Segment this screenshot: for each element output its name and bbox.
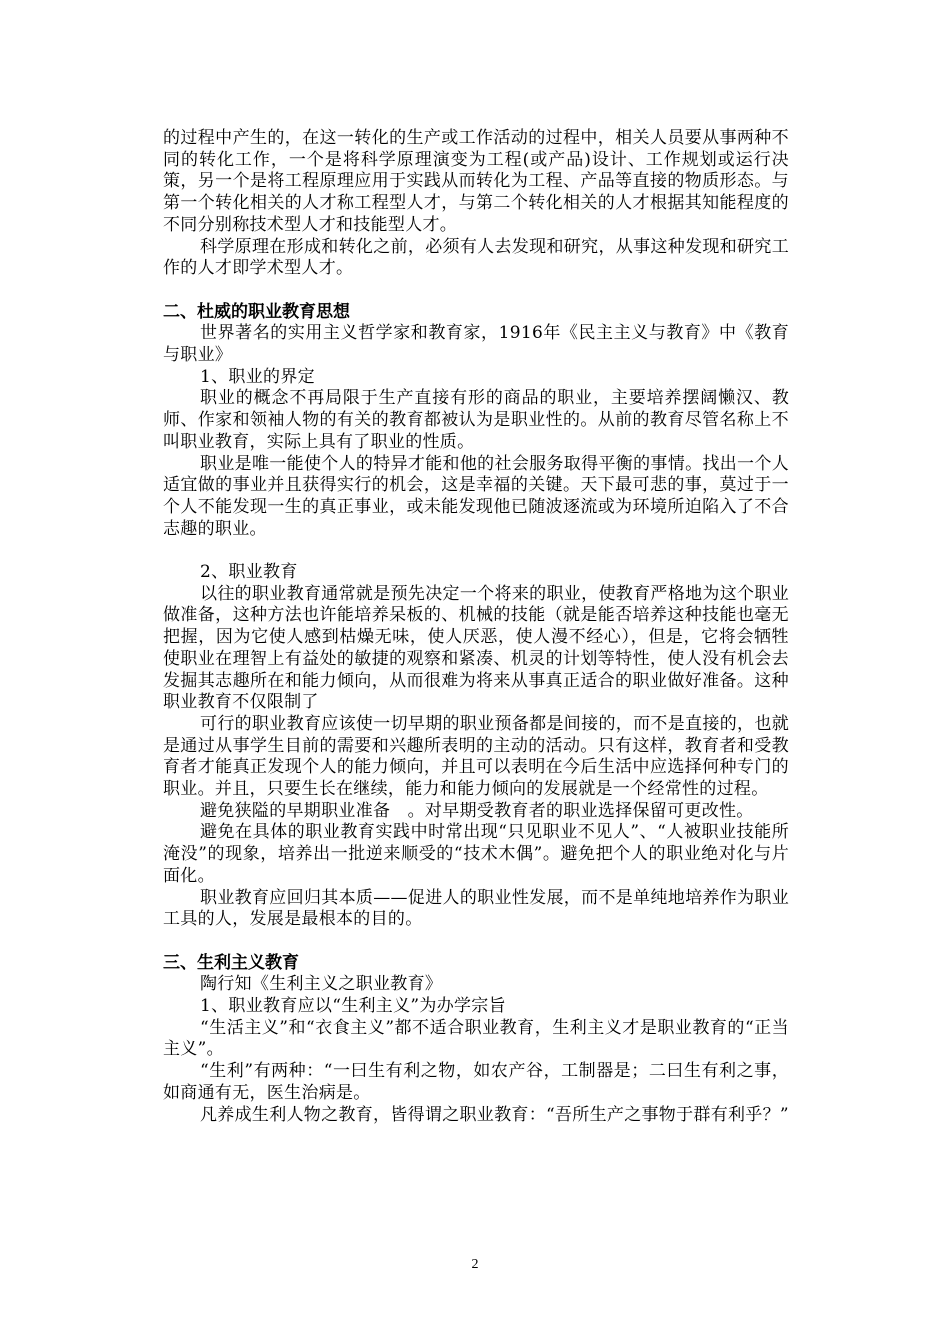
subheading-vocation-definition: 1、职业的界定 (200, 366, 315, 387)
section-heading-shengli: 三、生利主义教育 (163, 952, 299, 973)
subheading-vocational-education: 2、职业教育 (200, 562, 298, 583)
paragraph-two-kinds-shengli: “生利”有两种：“一曰生有利之物，如农产谷，工制器是；二曰生有利之事，如商通有无，医生治病是。 (163, 1061, 789, 1103)
paragraph-talent-types: 的过程中产生的，在这一转化的生产或工作活动的过程中，相关人员要从事两种不同的转化工作，一个是将科学原理演变为工程(或产品)设计、工作规划或运行决策，另一个是将工程原理应用于实践从而转化为工程、产品等直接的物质形态。与第一个转化相关的人才称工程型人才，与第二个转化相关的人才根据其知能程度的不同分别称技术型人才和技能型人才。 (163, 128, 789, 235)
paragraph-feasible-vocational-education: 可行的职业教育应该使一切早期的职业预备都是间接的，而不是直接的，也就是通过从事学生目前的需要和兴趣所表明的主动的活动。只有这样，教育者和受教育者才能真正发现个人的能力倾向，并且可以表明在今后生活中应选择何种专门的职业。并且，只要生长在继续，能力和能力倾向的发展就是一个经常性的过程。 (163, 713, 789, 800)
page-number: 2 (471, 1257, 479, 1272)
paragraph-tao-xingzhi: 陶行知《生利主义之职业教育》 (200, 974, 443, 995)
paragraph-vocation-balance: 职业是唯一能使个人的特异才能和他的社会服务取得平衡的事情。找出一个人适宜做的事业并且获得实行的机会，这是幸福的关键。天下最可悲的事，莫过于一个人不能发现一生的真正事业，或未能发现他已随波逐流或为环境所迫陷入了不合志趣的职业。 (163, 453, 789, 539)
paragraph-return-to-essence: 职业教育应回归其本质——促进人的职业性发展，而不是单纯地培养作为职业工具的人，发展是最根本的目的。 (163, 887, 789, 930)
paragraph-avoid-technical-puppets: 避免在具体的职业教育实践中时常出现“只见职业不见人”、“人被职业技能所淹没”的现象，培养出一批逆来顺受的“技术木偶”。避免把个人的职业绝对化与片面化。 (163, 822, 789, 886)
paragraph-proper-principle: “生活主义”和“衣食主义”都不适合职业教育，生利主义才是职业教育的“正当主义”。 (163, 1017, 789, 1060)
blank-line (163, 540, 789, 562)
document-page (163, 128, 789, 1126)
paragraph-avoid-narrow-preparation: 避免狭隘的早期职业准备 。对早期受教育者的职业选择保留可更改性。 (200, 800, 754, 821)
paragraph-academic-talent: 科学原理在形成和转化之前，必须有人去发现和研究，从事这种发现和研究工作的人才即学术型人才。 (163, 236, 789, 279)
paragraph-dewey-intro: 世界著名的实用主义哲学家和教育家，1916年《民主主义与教育》中《教育与职业》 (163, 323, 789, 366)
paragraph-vocation-concept: 职业的概念不再局限于生产直接有形的商品的职业，主要培养摆阔懒汉、教师、作家和领袖人物的有关的教育都被认为是职业性的。从前的教育尽管名称上不叫职业教育，实际上具有了职业的性质。 (163, 388, 789, 452)
blank-line (163, 931, 789, 953)
subheading-shengli-principle: 1、职业教育应以“生利主义”为办学宗旨 (200, 996, 506, 1017)
section-heading-dewey: 二、杜威的职业教育思想 (163, 301, 350, 322)
paragraph-past-vocational-education: 以往的职业教育通常就是预先决定一个将来的职业，使教育严格地为这个职业做准备，这种方法也许能培养呆板的、机械的技能（就是能否培养这种技能也毫无把握，因为它使人感到枯燥无味，使人厌恶，使人漫不经心），但是，它将会牺牲使职业在理智上有益处的敏捷的观察和紧凑、机灵的计划等特性，使人没有机会去发掘其志趣所在和能力倾向，从而很难为将来从事真正适合的职业做好准备。这种职业教育不仅限制了 (163, 583, 789, 713)
paragraph-shengli-education: 凡养成生利人物之教育，皆得谓之职业教育：“吾所生产之事物于群有利乎？” (200, 1104, 789, 1125)
blank-line (163, 280, 789, 302)
